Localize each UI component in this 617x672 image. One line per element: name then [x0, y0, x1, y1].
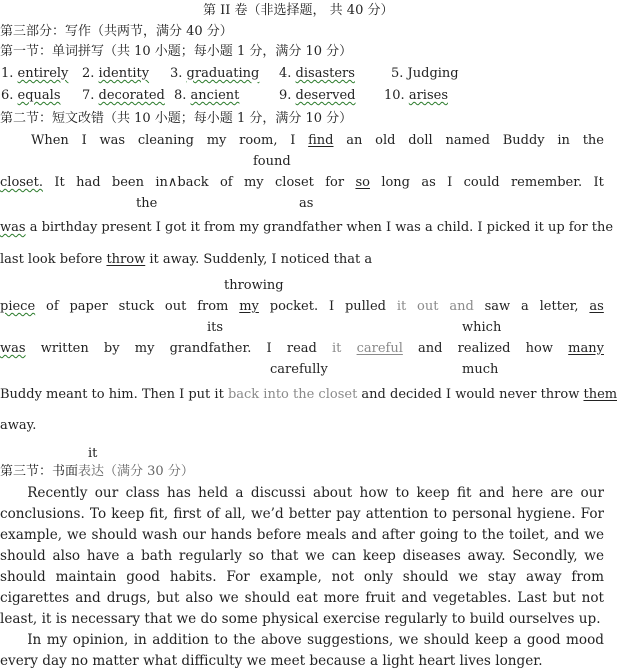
answer-6: 6. equals: [1, 88, 61, 103]
section-title: 第 II 卷（非选择题， 共 40 分）: [203, 3, 394, 18]
essay-line-5: piece of paper stuck out from my pocket. I pulled it out and saw a letter, as: [0, 299, 604, 314]
correction-it: it: [88, 446, 98, 461]
correction-carefully: carefully: [270, 362, 328, 377]
answer-4: 4. disasters: [279, 66, 355, 81]
essay-line-2: closet. It had been in∧back of my closet for so long as I could remember. It: [0, 175, 604, 190]
correction-which: which: [462, 320, 502, 335]
essay-line-6: was written by my grandfather. I read it careful and realized how many: [0, 341, 604, 356]
writing-paragraph-2: In my opinion, in addition to the above suggestions, we should keep a good mood every day no matter what difficulty we meet because a light heart lives longer.: [0, 632, 604, 669]
correction-throwing: throwing: [224, 278, 284, 293]
essay-line-8: away.: [0, 418, 37, 433]
correction-as: as: [299, 196, 314, 211]
answer-1: 1. entirely: [1, 66, 69, 81]
answer-8: 8. ancient: [174, 88, 240, 103]
essay-line-1: When I was cleaning my room, I find an old doll named Buddy in the: [31, 133, 604, 148]
correction-its: its: [207, 320, 224, 335]
writing-paragraph-1: Recently our class has held a discussi about how to keep fit and here are our conclusions. To keep fit, first of all, we’d better pay attention to personal hygiene. For example, we should wash our hands before meals and after going to the toilet, and we should also have a bath regularly so that we can keep diseases away. Secondly, we should maintain good habits. For example, not only should we stay away from cigarettes and drugs, but also we should eat more fruit and vegetables. Last but not least, it is necessary that we do some physical exercise regularly to build ourselves up.: [0, 485, 604, 627]
essay-line-7: Buddy meant to him. Then I put it back into the closet and decided I would never throw them: [0, 387, 617, 402]
sec3-heading: 第三节：书面表达（满分 30 分）: [0, 464, 194, 479]
writing-body: [0, 483, 604, 672]
answer-9: 9. deserved: [279, 88, 356, 103]
answer-7: 7. decorated: [82, 88, 165, 103]
essay-line-3: was a birthday present I got it from my grandfather when I was a child. I picked it up for the: [0, 220, 614, 235]
answer-10: 10. arises: [384, 88, 448, 103]
essay-line-4: last look before throw it away. Suddenly, I noticed that a: [0, 252, 373, 267]
correction-the: the: [136, 196, 158, 211]
answer-2: 2. identity: [82, 66, 150, 81]
answer-5: 5. Judging: [391, 66, 459, 81]
part3-heading: 第三部分：写作（共两节，满分 40 分）: [0, 24, 233, 39]
answer-3: 3. graduating: [170, 66, 260, 81]
sec2-heading: 第二节：短文改错（共 10 小题；每小题 1 分，满分 10 分）: [0, 111, 353, 126]
correction-found: found: [253, 154, 291, 169]
sec1-heading: 第一节：单词拼写（共 10 小题；每小题 1 分，满分 10 分）: [0, 44, 353, 59]
correction-much: much: [462, 362, 499, 377]
